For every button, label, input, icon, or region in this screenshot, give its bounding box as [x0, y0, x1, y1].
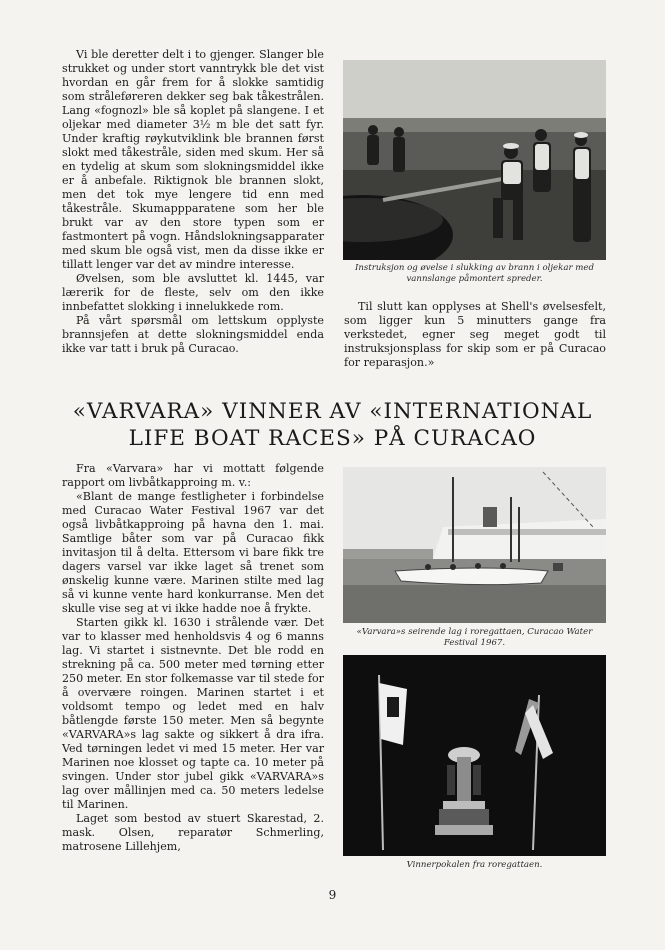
photo-trophy — [343, 655, 606, 856]
fire-drill-illustration — [343, 60, 606, 260]
article-column-top-right — [344, 300, 606, 370]
paragraph: Øvelsen, som ble avsluttet kl. 1445, var lærerik for de fleste, selv om den ikke innbefattet slokking i innelukkede rom. — [62, 272, 324, 313]
page-number: 9 — [328, 888, 337, 902]
paragraph: Fra «Varvara» har vi mottatt følgende rapport om livbåtkapproing m. v.: — [62, 462, 324, 489]
paragraph: På vårt spørsmål om lettskum opplyste brannsjefen at dette slokningsmiddel enda ikke var tatt i bruk på Curacao. — [62, 314, 324, 355]
headline-line-2: LIFE BOAT RACES» PÅ CURACAO — [128, 426, 537, 451]
caption-trophy: Vinnerpokalen fra roregattaen. — [406, 860, 543, 870]
paragraph: Starten gikk kl. 1630 i strålende vær. Det var to klasser med henholdsvis 4 og 6 manns lag. Vi startet i sistnevnte. Det ble rodd en strekning på ca. 500 meter med tørning etter 250 meter. En stor folkemasse var til stede for å overvære roingen. Marinen startet i et voldsomt tempo og ledet med en halv båtlengde første 150 meter. Men så begynte «VARVARA»s lag sakte og sikkert å dra ifra. Ved tørningen ledet vi med 15 meter. Her var Marinen noe klosset og tapte ca. 10 meter på svingen. Under stor jubel gikk «VARVARA»s lag over mållinjen med ca. 50 meters ledelse til Marinen. — [62, 616, 324, 811]
headline-line-1: «VARVARA» VINNER AV «INTERNATIONAL — [72, 399, 593, 424]
caption-lifeboat-race: «Varvara»s seirende lag i roregattaen, Curacao Water Festival 1967. — [356, 627, 593, 648]
trophy-illustration — [343, 655, 606, 856]
lifeboat-race-illustration — [343, 467, 606, 623]
paragraph: Til slutt kan opplyses at Shell's øvelsesfelt, som ligger kun 5 minutters gange fra verkstedet, egner seg meget godt til instruksjonsplass for skip som er på Curacao for reparasjon.» — [344, 300, 606, 369]
paragraph: Laget som bestod av stuert Skarestad, 2. mask. Olsen, reparatør Schmerling, matrosene Lillehjem, — [62, 812, 324, 853]
article-column-bottom-left — [62, 462, 324, 854]
caption-fire-drill: Instruksjon og øvelse i slukking av brann i oljekar med vannslange påmontert spreder. — [354, 263, 595, 284]
article-headline — [40, 398, 625, 452]
paragraph: «Blant de mange festligheter i forbindelse med Curacao Water Festival 1967 var det også livbåtkapproing på havna den 1. mai. Samtlige båter som var på Curacao fikk invitasjon til å delta. Ettersom vi bare fikk tre dagers varsel var ikke laget så trenet som ønskelig kunne være. Marinen stilte med lag så vi kunne vente hard konkurranse. Men det skulle vise seg at vi ikke hadde noe å frykte. — [62, 490, 324, 615]
article-column-top-left — [62, 48, 324, 356]
photo-fire-drill — [343, 60, 606, 260]
photo-lifeboat-race — [343, 467, 606, 623]
paragraph: Vi ble deretter delt i to gjenger. Slanger ble strukket og under stort vanntrykk ble det vist hvordan en går frem for å slokke samtidig som stråleføreren dekker seg bak tåkestrålen. Lang «fognozl» ble så koplet på slangene. I et oljekar med diameter 3½ m ble det satt fyr. Under kraftig røykutviklink ble brannen først slokt med tåkestråle, siden med skum. Her så en tydelig at skum som slokningsmiddel ikke er å anbefale. Riktignok ble brannen slokt, men det tok mye lengere tid enn med tåkestråle. Skumappparatene som her ble brukt var av den store typen som er fastmontert på vogn. Håndslokningsapparater med skum ble også vist, men da disse ikke er tillatt lenger var det av mindre interesse. — [62, 48, 324, 271]
